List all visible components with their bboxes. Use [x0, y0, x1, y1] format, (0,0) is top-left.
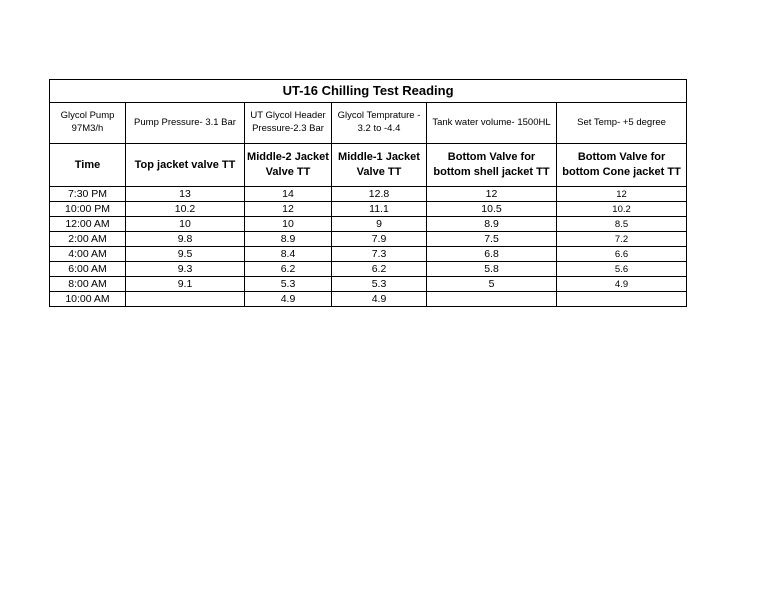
column-header-middle-1: Middle-1 Jacket Valve TT	[332, 144, 427, 187]
table-cell: 6.2	[332, 262, 427, 277]
table-cell: 4:00 AM	[50, 247, 126, 262]
table-cell: 7.9	[332, 232, 427, 247]
table-cell: 6.2	[245, 262, 332, 277]
table-cell: 14	[245, 187, 332, 202]
info-header-pressure: UT Glycol Header Pressure-2.3 Bar	[245, 103, 332, 144]
table-cell: 9	[332, 217, 427, 232]
table-row	[50, 187, 687, 202]
table-cell: 12:00 AM	[50, 217, 126, 232]
table-cell: 4.9	[557, 277, 687, 292]
table-cell: 10	[126, 217, 245, 232]
table-cell: 5.3	[332, 277, 427, 292]
table-cell: 12.8	[332, 187, 427, 202]
table-cell: 9.8	[126, 232, 245, 247]
table-cell: 6:00 AM	[50, 262, 126, 277]
table-cell: 8.4	[245, 247, 332, 262]
table-cell: 7:30 PM	[50, 187, 126, 202]
table-row	[50, 232, 687, 247]
table-cell: 5.3	[245, 277, 332, 292]
table-cell: 11.1	[332, 202, 427, 217]
header-row	[50, 144, 687, 187]
table-cell: 10.5	[427, 202, 557, 217]
table-cell: 10.2	[126, 202, 245, 217]
table-cell: 8.5	[557, 217, 687, 232]
table-row	[50, 277, 687, 292]
table-cell: 7.2	[557, 232, 687, 247]
table-row	[50, 202, 687, 217]
table-cell: 8.9	[245, 232, 332, 247]
table-cell: 2:00 AM	[50, 232, 126, 247]
table-cell: 13	[126, 187, 245, 202]
sheet-title: UT-16 Chilling Test Reading	[50, 80, 687, 103]
table-cell: 12	[557, 187, 687, 202]
info-pump-pressure: Pump Pressure- 3.1 Bar	[126, 103, 245, 144]
table-cell: 9.3	[126, 262, 245, 277]
table-cell: 10:00 PM	[50, 202, 126, 217]
table-cell: 12	[427, 187, 557, 202]
table-row	[50, 217, 687, 232]
table-cell: 4.9	[332, 292, 427, 307]
table-cell: 5.8	[427, 262, 557, 277]
table-cell: 8:00 AM	[50, 277, 126, 292]
table-cell: 8.9	[427, 217, 557, 232]
info-set-temp: Set Temp- +5 degree	[557, 103, 687, 144]
info-row	[50, 103, 687, 144]
table-cell	[427, 292, 557, 307]
table-cell: 9.1	[126, 277, 245, 292]
column-header-bottom-shell: Bottom Valve for bottom shell jacket TT	[427, 144, 557, 187]
table-cell: 9.5	[126, 247, 245, 262]
table-cell: 5.6	[557, 262, 687, 277]
column-header-middle-2: Middle-2 Jacket Valve TT	[245, 144, 332, 187]
info-glycol-temperature: Glycol Temprature - 3.2 to -4.4	[332, 103, 427, 144]
column-header-top-jacket: Top jacket valve TT	[126, 144, 245, 187]
table-cell: 10.2	[557, 202, 687, 217]
table-cell: 4.9	[245, 292, 332, 307]
table-cell: 7.3	[332, 247, 427, 262]
table-cell	[557, 292, 687, 307]
table-cell: 10:00 AM	[50, 292, 126, 307]
chilling-test-table	[49, 79, 687, 307]
info-tank-volume: Tank water volume- 1500HL	[427, 103, 557, 144]
column-header-bottom-cone: Bottom Valve for bottom Cone jacket TT	[557, 144, 687, 187]
table-cell: 10	[245, 217, 332, 232]
table-row	[50, 247, 687, 262]
table-cell: 7.5	[427, 232, 557, 247]
title-row	[50, 80, 687, 103]
table-row	[50, 292, 687, 307]
table-cell: 12	[245, 202, 332, 217]
table-cell	[126, 292, 245, 307]
table-cell: 6.8	[427, 247, 557, 262]
table-cell: 5	[427, 277, 557, 292]
info-glycol-pump: Glycol Pump 97M3/h	[50, 103, 126, 144]
column-header-time: Time	[50, 144, 126, 187]
table-cell: 6.6	[557, 247, 687, 262]
table-row	[50, 262, 687, 277]
